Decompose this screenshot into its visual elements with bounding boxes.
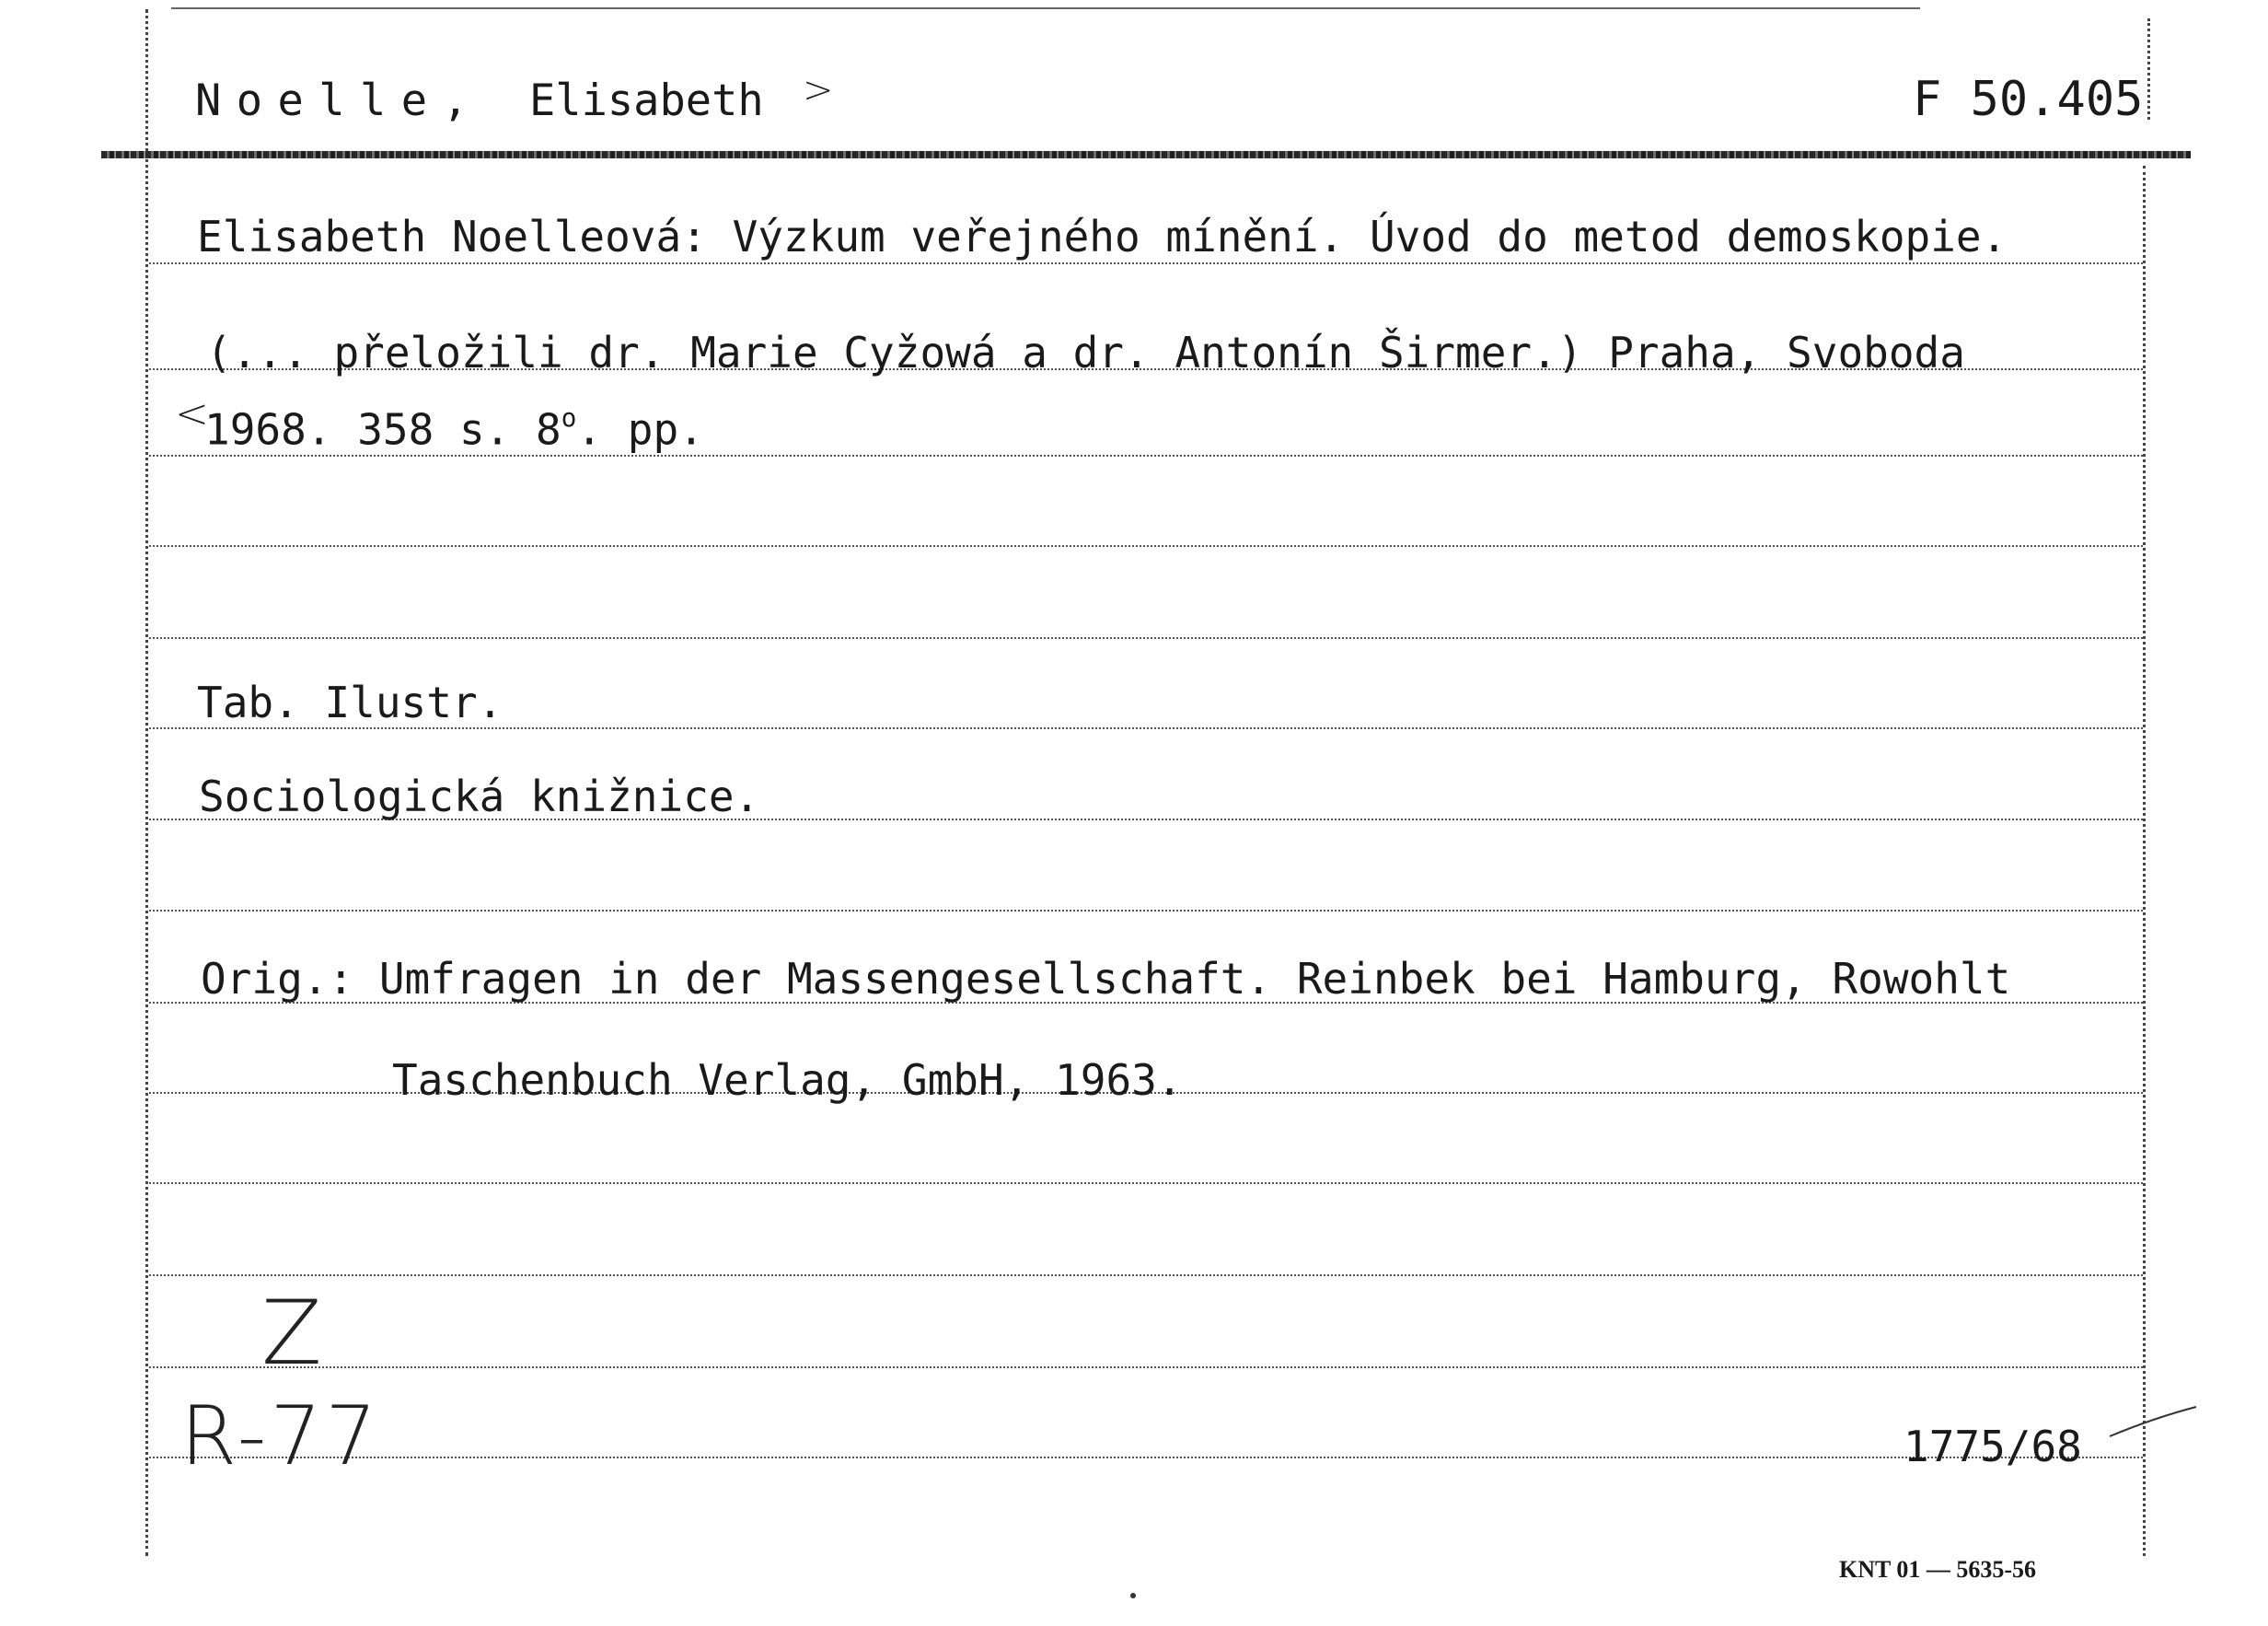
rule-line (149, 262, 2143, 264)
title-line-2: (... přeložili dr. Marie Cyžowá a dr. Antonín Širmer.) Praha, Svoboda (206, 328, 1965, 377)
scan-speck (1130, 1593, 1136, 1598)
publication-year: 1968. (204, 404, 332, 455)
author-given-name: Elisabeth (529, 75, 764, 126)
rule-line (149, 545, 2143, 547)
imprint-end: . pp. (576, 404, 704, 455)
original-title-line-1: Orig.: Umfragen in der Massengesellschaft. Reinbek bei Hamburg, Rowohlt (201, 954, 2011, 1004)
header-rule (101, 151, 2191, 158)
rule-line (149, 1182, 2143, 1184)
title-line-1: Elisabeth Noelleová: Výzkum veřejného mínění. Úvod do metod demoskopie. (197, 212, 2008, 261)
handwritten-z: Z (261, 1282, 322, 1385)
rule-line (149, 455, 2143, 457)
extent: 358 s. 8 (357, 404, 561, 455)
illustrations-note: Tab. Ilustr. (197, 678, 503, 727)
rule-line (149, 1366, 2143, 1368)
rule-line (149, 1274, 2143, 1276)
rule-line (149, 727, 2143, 729)
format-degree: o (561, 402, 577, 433)
call-number: F 50.405 (1913, 72, 2144, 127)
insert-mark: < (175, 390, 209, 437)
left-border (145, 9, 148, 1556)
insert-mark: > (803, 69, 834, 111)
author-surname: Noelle, (195, 75, 484, 126)
top-border (171, 7, 1920, 9)
right-border-top (2147, 18, 2150, 120)
rule-line (149, 910, 2143, 912)
series-note: Sociologická knižnice. (199, 772, 760, 821)
handwritten-r77: R-77 (180, 1388, 381, 1483)
imprint-line (204, 402, 704, 455)
accession-number: 1775/68 (1904, 1422, 2082, 1471)
rule-line (149, 1457, 2143, 1458)
original-title-line-2: Taschenbuch Verlag, GmbH, 1963. (392, 1055, 1183, 1105)
rule-line (149, 637, 2143, 639)
pencil-stroke (2108, 1400, 2200, 1455)
form-number: KNT 01 — 5635-56 (1839, 1556, 2037, 1583)
right-border (2143, 166, 2146, 1556)
